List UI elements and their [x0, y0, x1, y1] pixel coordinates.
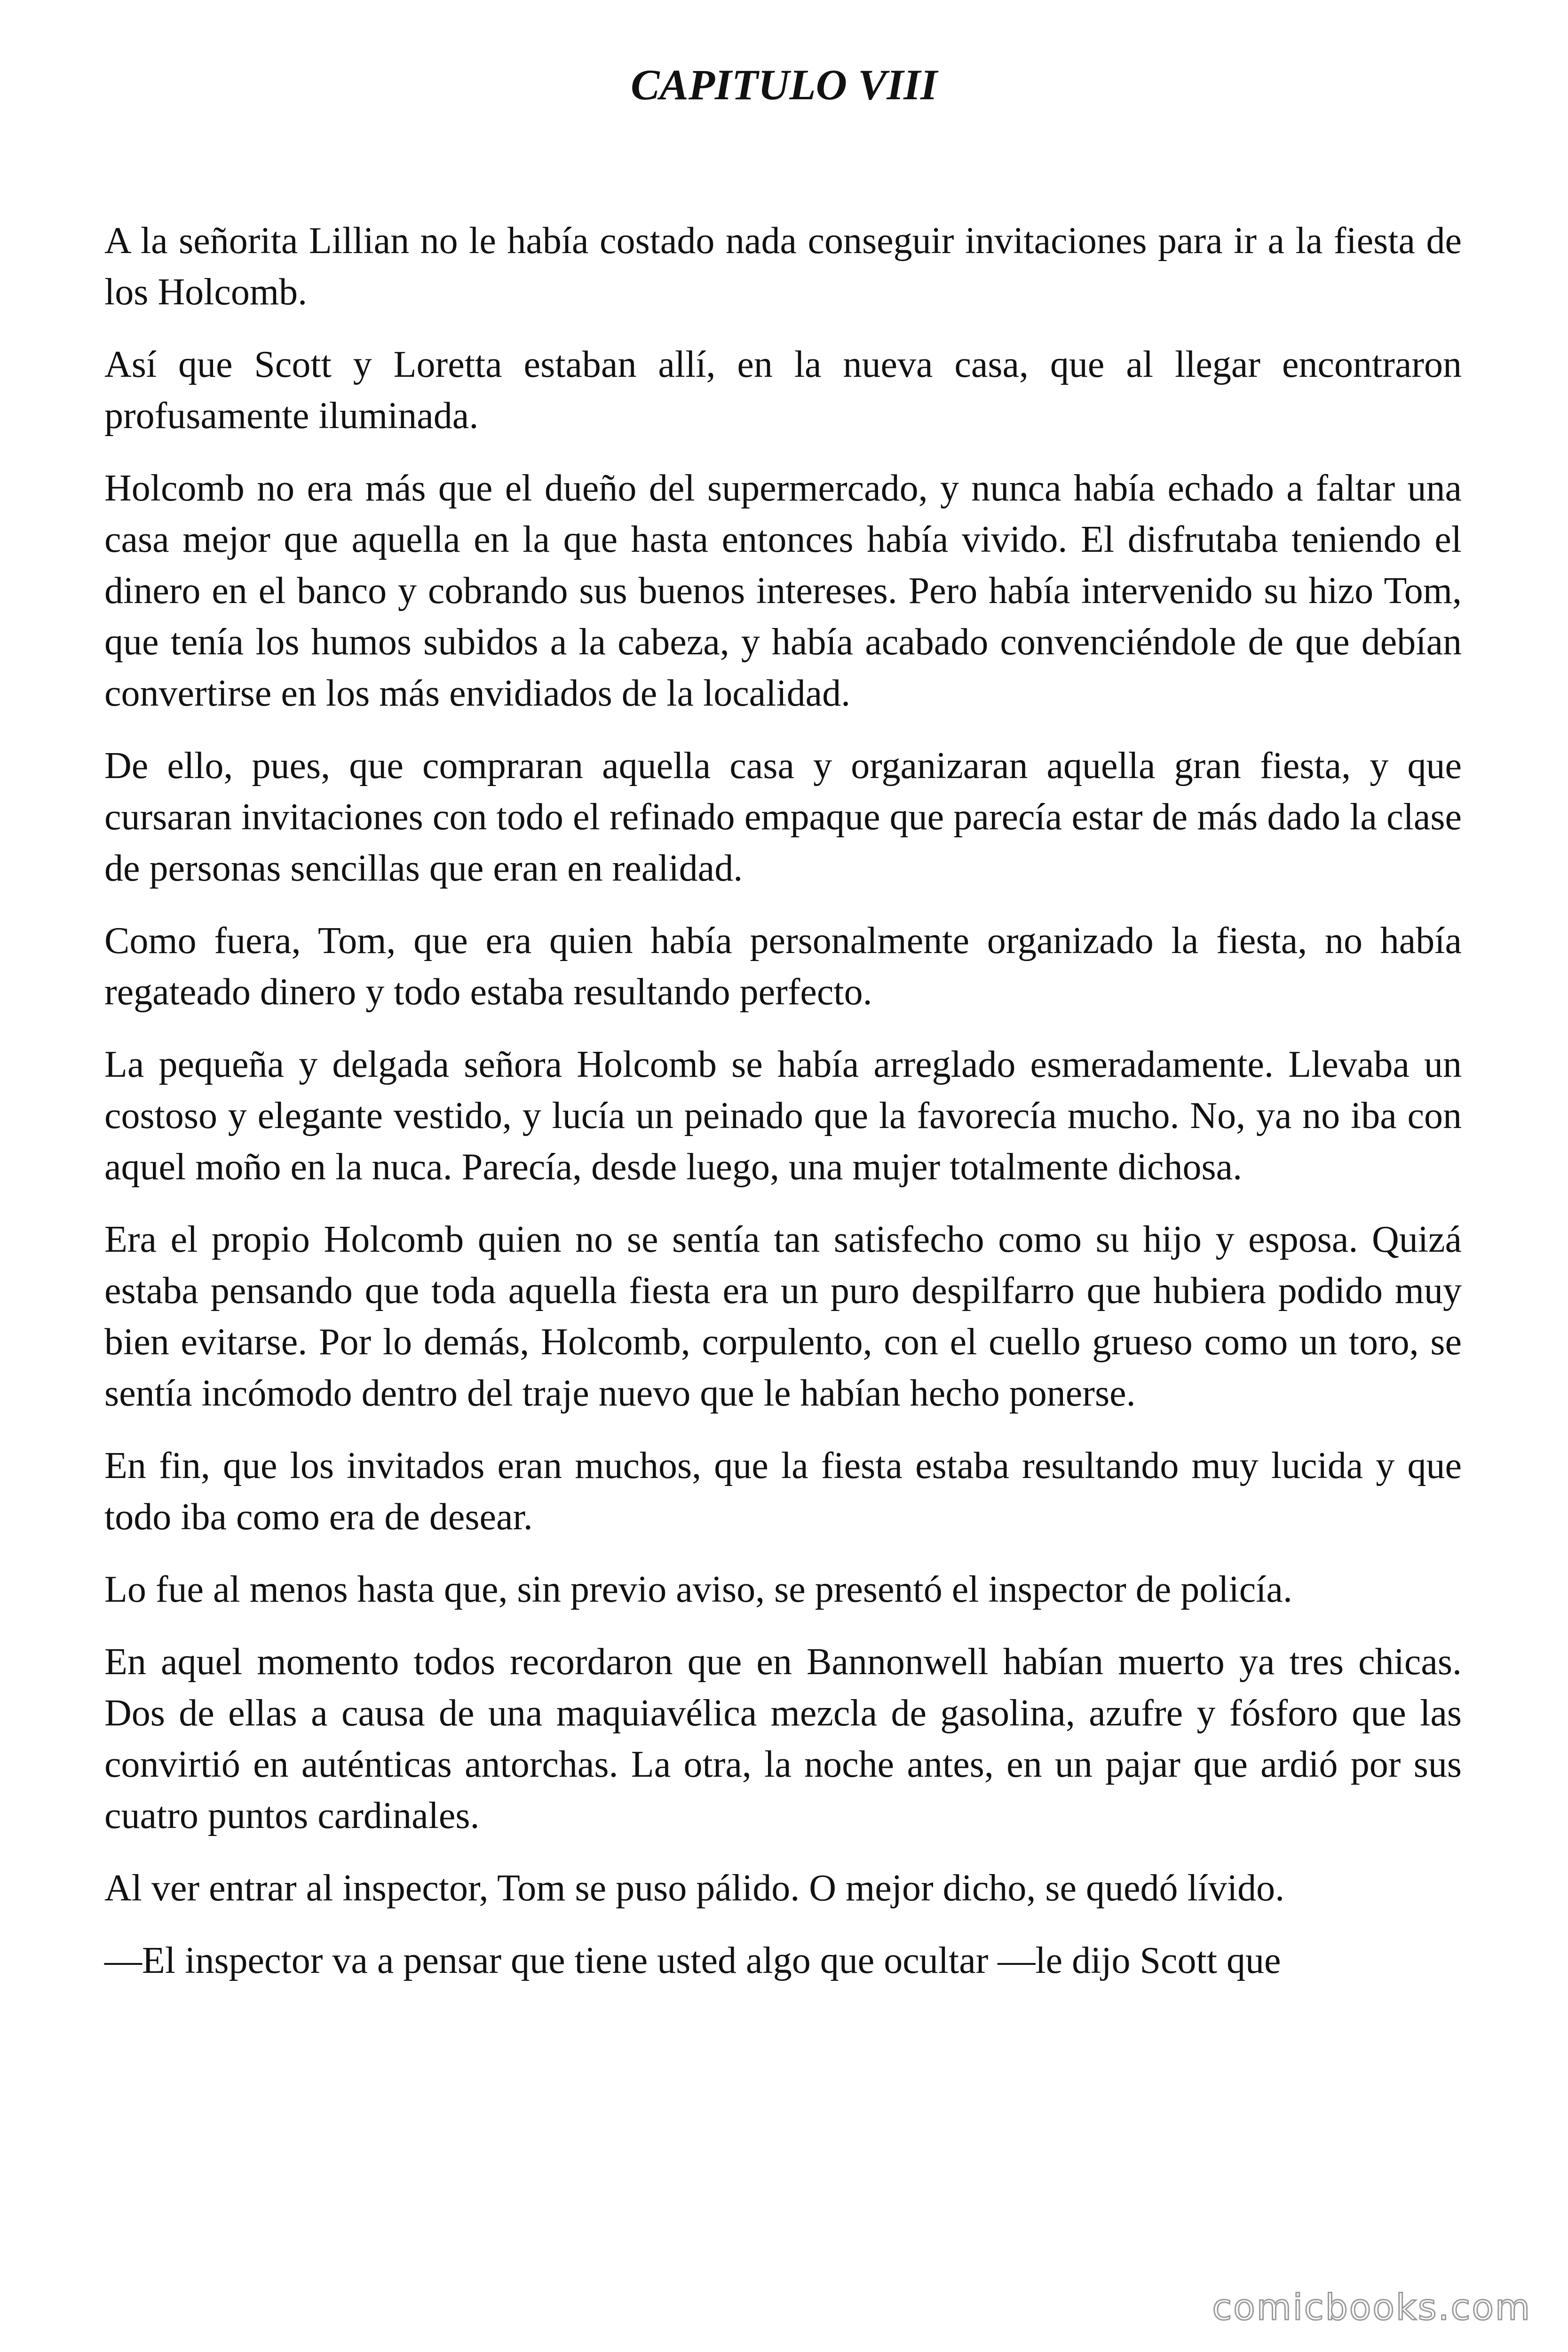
paragraph-8: En fin, que los invitados eran muchos, que la fiesta estaba resultando muy lucida y que todo iba como era de desear. — [104, 1445, 1462, 1538]
paragraph-9: Lo fue al menos hasta que, sin previo aviso, se presentó el inspector de policía. — [104, 1569, 1292, 1610]
paragraph-6: La pequeña y delgada señora Holcomb se había arreglado esmeradamente. Llevaba un costoso y elegante vestido, y lucía un peinado que la favorecía mucho. No, ya no iba con aquel moño en la nuca. Parecía, desde luego, una mujer totalmente dichosa. — [104, 1044, 1462, 1188]
paragraph-1: A la señorita Lillian no le había costado nada conseguir invitaciones para ir a la fiesta de los Holcomb. — [104, 220, 1462, 313]
paragraph-4: De ello, pues, que compraran aquella casa y organizaran aquella gran fiesta, y que cursaran invitaciones con todo el refinado empaque que parecía estar de más dado la clase de personas sencillas que eran en realidad. — [104, 745, 1462, 889]
paragraph-10: En aquel momento todos recordaron que en Bannonwell habían muerto ya tres chicas. Dos de ellas a causa de una maquiavélica mezcla de gasolina, azufre y fósforo que las convirtió en auténticas antorchas. La otra, la noche antes, en un pajar que ardió por sus cuatro puntos cardinales. — [104, 1641, 1462, 1836]
paragraph-7: Era el propio Holcomb quien no se sentía tan satisfecho como su hijo y esposa. Quizá estaba pensando que toda aquella fiesta era un puro despilfarro que hubiera podido muy bien evitarse. Por lo demás, Holcomb, corpulento, con el cuello grueso como un toro, se sentía incómodo dentro del traje nuevo que le habían hecho ponerse. — [104, 1219, 1462, 1414]
watermark: comicbooks.com — [1212, 2286, 1531, 2328]
chapter-title: CAPITULO VIII — [631, 61, 937, 109]
paragraph-5: Como fuera, Tom, que era quien había personalmente organizado la fiesta, no había regateado dinero y todo estaba resultando perfecto. — [104, 920, 1462, 1013]
chapter-body — [104, 215, 1462, 2008]
paragraph-3: Holcomb no era más que el dueño del supermercado, y nunca había echado a faltar una casa mejor que aquella en la que hasta entonces había vivido. El disfrutaba teniendo el dinero en el banco y cobrando sus buenos intereses. Pero había intervenido su hizo Tom, que tenía los humos subidos a la cabeza, y había acabado convenciéndole de que debían convertirse en los más envidiados de la localidad. — [104, 468, 1462, 714]
paragraph-11: Al ver entrar al inspector, Tom se puso pálido. O mejor dicho, se quedó lívido. — [104, 1867, 1285, 1909]
paragraph-12: —El inspector va a pensar que tiene usted algo que ocultar —le dijo Scott que — [104, 1940, 1281, 1981]
paragraph-2: Así que Scott y Loretta estaban allí, en la nueva casa, que al llegar encontraron profusamente iluminada. — [104, 344, 1462, 437]
